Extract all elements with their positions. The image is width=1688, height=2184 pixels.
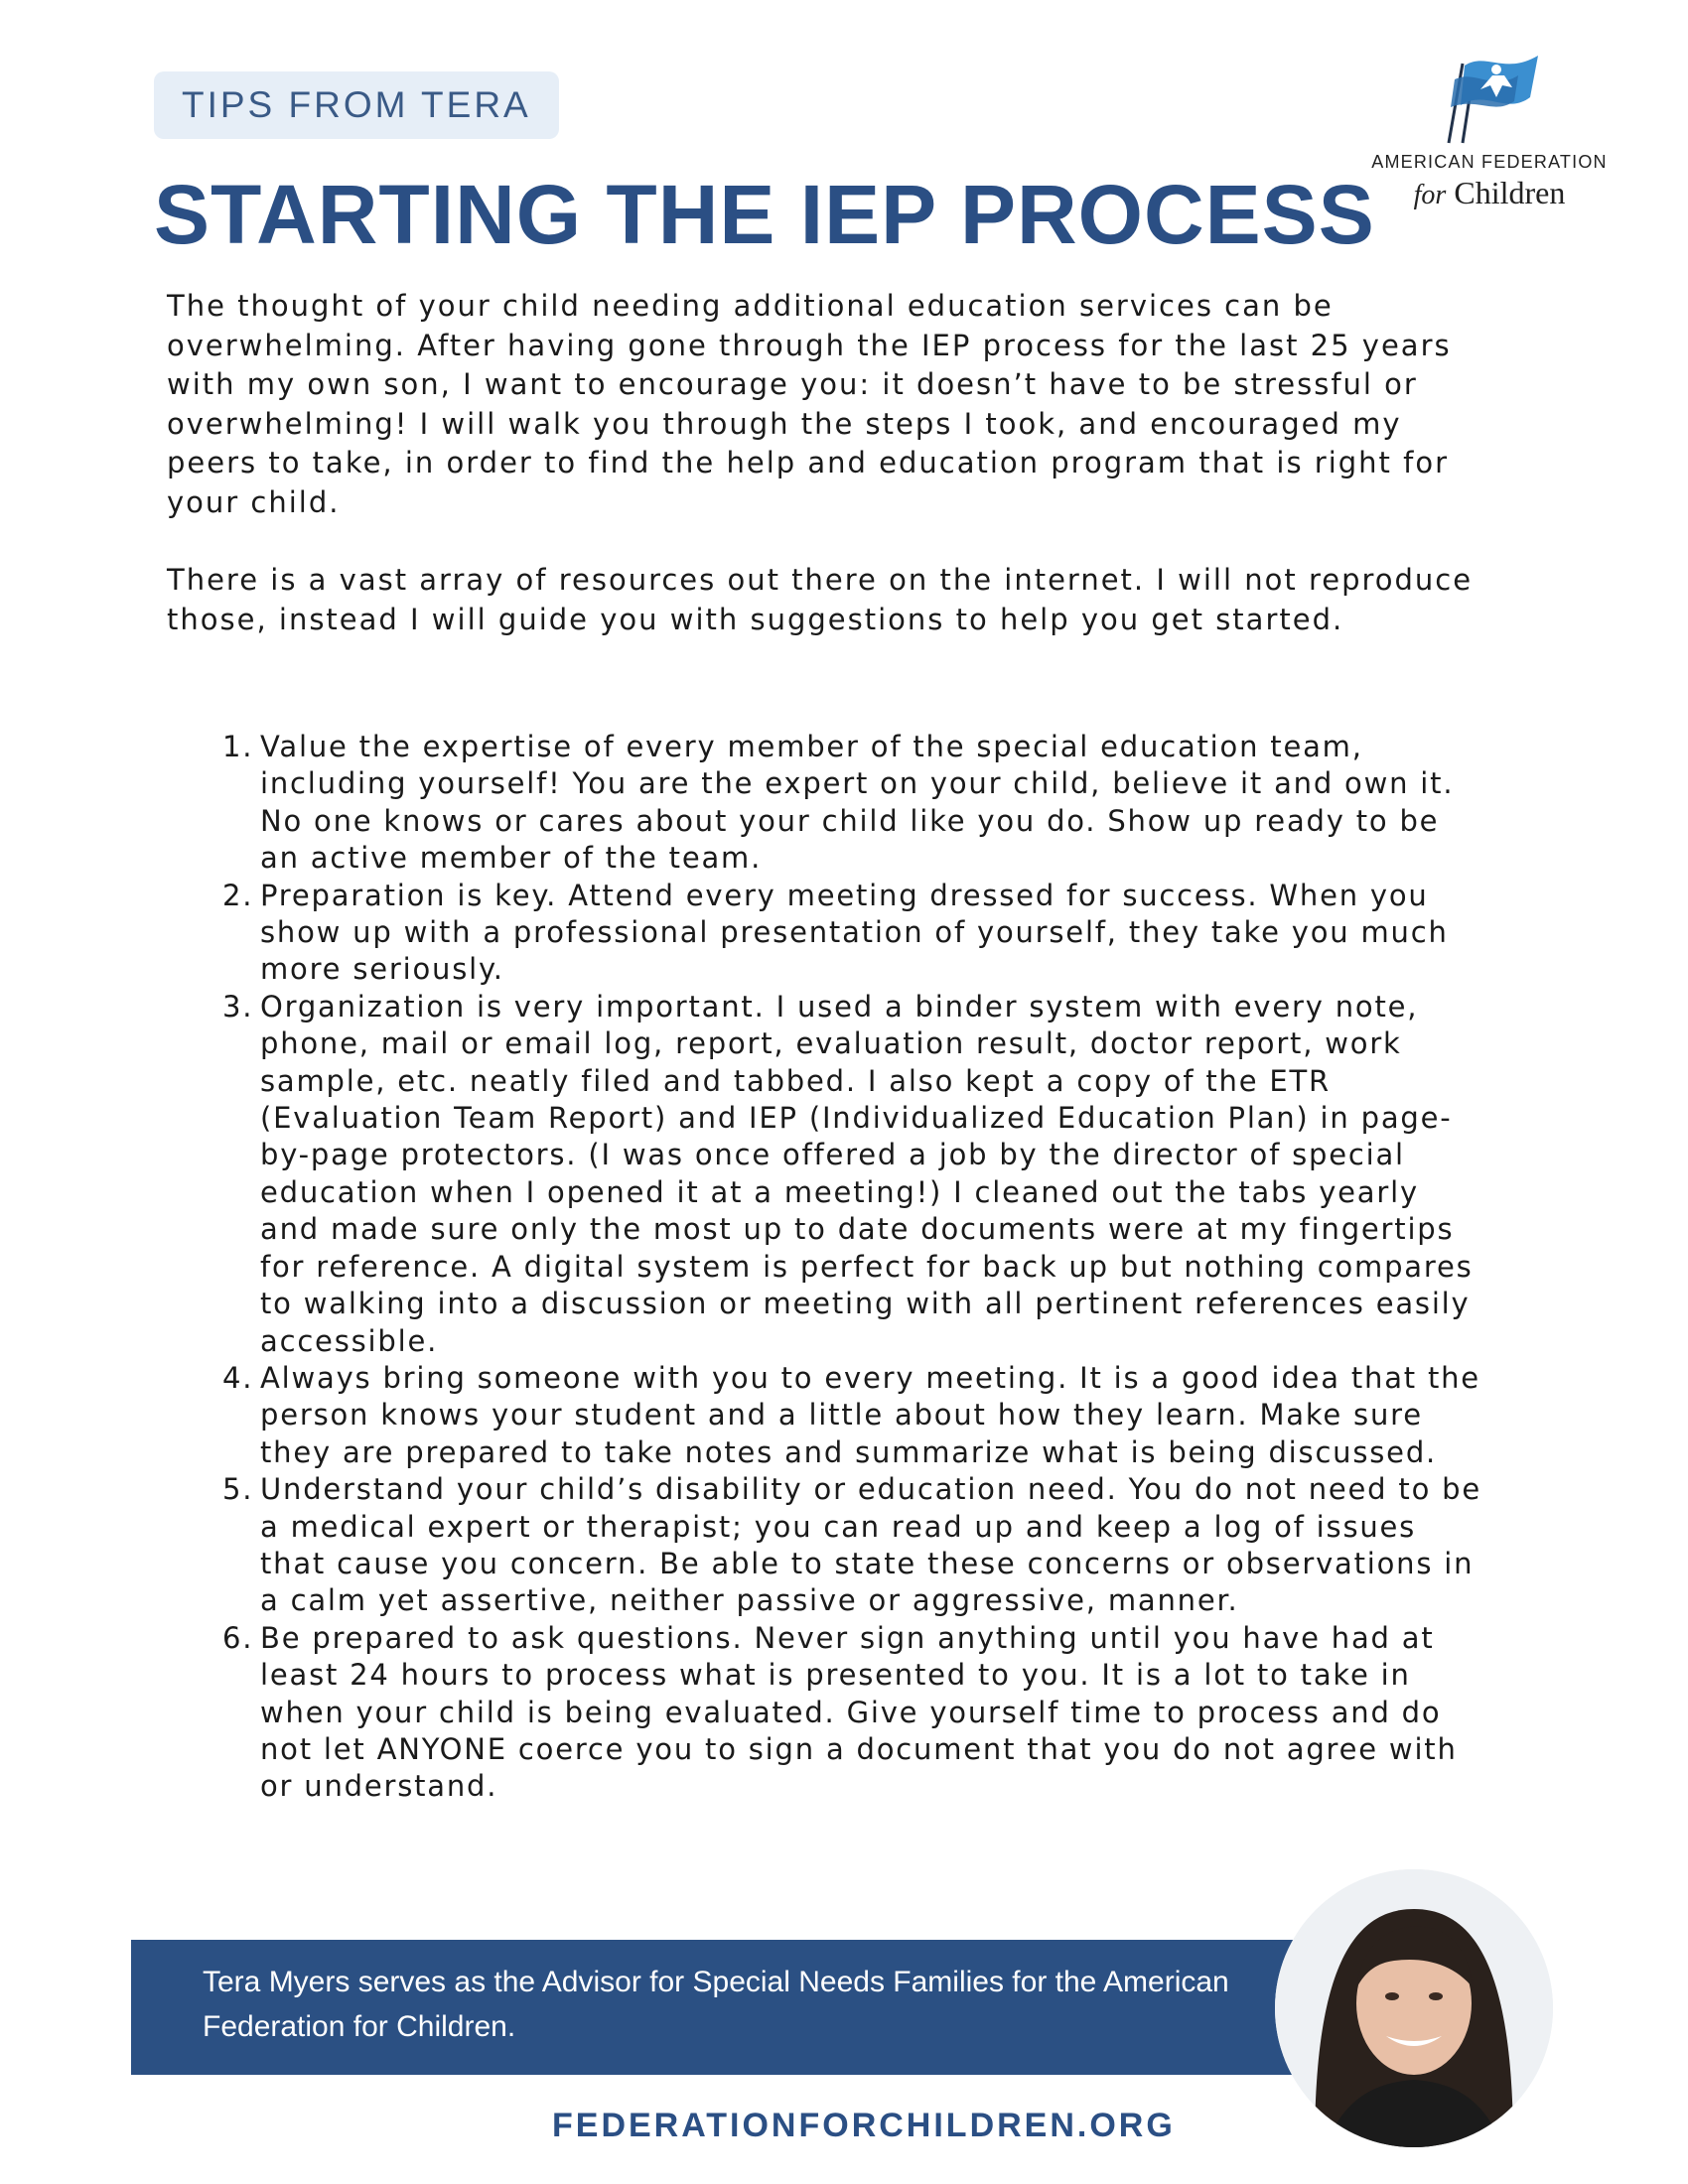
portrait-image bbox=[1275, 1869, 1553, 2147]
list-item bbox=[222, 878, 1483, 989]
bio-text: Tera Myers serves as the Advisor for Special Needs Families for the American Federation for Children. bbox=[203, 1966, 1229, 2043]
website-link[interactable]: FEDERATIONFORCHILDREN.ORG bbox=[552, 2107, 1176, 2144]
logo-subtitle bbox=[1355, 175, 1623, 211]
list-text: Be prepared to ask questions. Never sign anything until you have had at least 24 hours to process what is presented to you. It is a lot to take in when your child is being evaluated. Give yourself time to process and do not let ANYONE coerce you to sign a document that you do not agree with or understand. bbox=[260, 1620, 1458, 1804]
list-item bbox=[222, 1471, 1483, 1620]
list-number: 2. bbox=[222, 878, 254, 912]
list-item bbox=[222, 1360, 1483, 1471]
list-item bbox=[222, 729, 1483, 878]
list-number: 5. bbox=[222, 1472, 254, 1507]
afc-logo bbox=[1355, 38, 1623, 216]
logo-for: for bbox=[1413, 180, 1447, 210]
author-photo bbox=[1275, 1869, 1553, 2147]
list-text: Always bring someone with you to every meeting. It is a good idea that the person knows your student and a little about how they learn. Make sure they are prepared to take notes and summarize what is being discussed. bbox=[260, 1360, 1480, 1469]
list-number: 6. bbox=[222, 1620, 254, 1655]
list-text: Organization is very important. I used a binder system with every note, phone, mail or email log, report, evaluation result, doctor report, work sample, etc. neatly filed and tabbed. I also kept a copy of the ETR (Evaluation Team Report) and IEP (Individualized Education Plan) in page-by-page protectors. (I was once offered a job by the director of special education when I opened it at a meeting!) I cleaned out the tabs yearly and made sure only the most up to date documents were at my fingertips for reference. A digital system is perfect for back up but nothing compares to walking into a discussion or meeting with all pertinent references easily accessible. bbox=[260, 989, 1474, 1358]
bio-bar bbox=[131, 1940, 1342, 2075]
list-text: Value the expertise of every member of the special education team, including yourself! You are the expert on your child, believe it and own it. No one knows or cares about your child like you do. Show up ready to be an active member of the team. bbox=[260, 730, 1455, 876]
list-text: Preparation is key. Attend every meeting dressed for success. When you show up with a professional presentation of yourself, they take you much more seriously. bbox=[260, 878, 1449, 987]
logo-children: Children bbox=[1454, 175, 1566, 210]
tips-list bbox=[222, 729, 1483, 1806]
list-number: 3. bbox=[222, 989, 254, 1024]
list-number: 4. bbox=[222, 1360, 254, 1395]
list-number: 1. bbox=[222, 730, 254, 763]
logo-org-name: AMERICAN FEDERATION bbox=[1371, 152, 1608, 172]
flag-icon bbox=[1435, 46, 1544, 145]
list-text: Understand your child’s disability or education need. You do not need to be a medical expert or therapist; you can read up and keep a log of issues that cause you concern. Be able to state these concerns or observations in a calm yet assertive, neither passive or aggressive, manner. bbox=[260, 1472, 1481, 1618]
page-title: STARTING THE IEP PROCESS bbox=[154, 168, 1375, 261]
intro-paragraph: There is a vast array of resources out there on the internet. I will not reproduce those, instead I will guide you with suggestions to help you get started. bbox=[167, 563, 1474, 636]
list-item bbox=[222, 1620, 1483, 1806]
list-item bbox=[222, 989, 1483, 1360]
intro-paragraph: The thought of your child needing additional education services can be overwhelming. After having gone through the IEP process for the last 25 years with my own son, I want to encourage you: it doesn’t have to be stressful or overwhelming! I will walk you through the steps I took, and encouraged my peers to take, in order to find the help and education program that is right for your child. bbox=[167, 289, 1452, 519]
tips-badge: TIPS FROM TERA bbox=[154, 71, 559, 139]
